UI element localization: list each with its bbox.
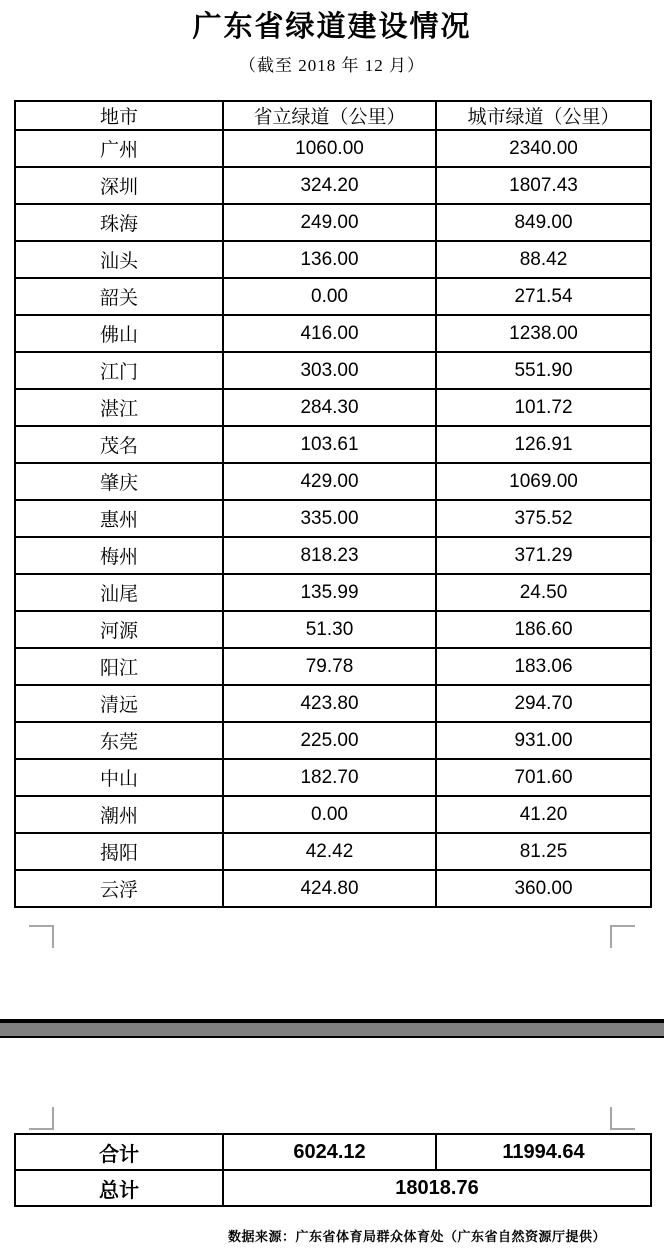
urban-value-cell: 126.91 — [436, 426, 651, 463]
table-row — [15, 426, 651, 463]
urban-value-cell: 186.60 — [436, 611, 651, 648]
city-cell: 深圳 — [15, 167, 223, 204]
provincial-value-cell: 249.00 — [223, 204, 436, 241]
provincial-value-cell: 429.00 — [223, 463, 436, 500]
city-cell: 肇庆 — [15, 463, 223, 500]
provincial-value-cell: 424.80 — [223, 870, 436, 907]
table-row — [15, 759, 651, 796]
table-row — [15, 241, 651, 278]
provincial-value-cell: 423.80 — [223, 685, 436, 722]
city-cell: 惠州 — [15, 500, 223, 537]
provincial-value-cell: 225.00 — [223, 722, 436, 759]
table-row — [15, 463, 651, 500]
provincial-value-cell: 182.70 — [223, 759, 436, 796]
provincial-value-cell: 303.00 — [223, 352, 436, 389]
page2-top-left-corner-mark — [29, 1107, 54, 1130]
page1-bottom-left-corner-mark — [29, 925, 54, 948]
total-value-cell: 18018.76 — [223, 1170, 651, 1206]
summary-table-body — [15, 1134, 651, 1206]
urban-value-cell: 1069.00 — [436, 463, 651, 500]
table-row — [15, 796, 651, 833]
city-cell: 湛江 — [15, 389, 223, 426]
city-cell: 珠海 — [15, 204, 223, 241]
city-cell: 江门 — [15, 352, 223, 389]
greenway-table-body — [15, 130, 651, 907]
city-cell: 阳江 — [15, 648, 223, 685]
urban-value-cell: 183.06 — [436, 648, 651, 685]
summary-table — [14, 1133, 652, 1207]
subtotal-provincial-cell: 6024.12 — [223, 1134, 436, 1170]
city-cell: 汕头 — [15, 241, 223, 278]
urban-value-cell: 81.25 — [436, 833, 651, 870]
greenway-table-head — [15, 101, 651, 130]
city-cell: 广州 — [15, 130, 223, 167]
subtotal-row — [15, 1134, 651, 1170]
header-city: 地市 — [15, 101, 223, 130]
table-row — [15, 870, 651, 907]
page2-top-right-corner-mark — [610, 1107, 635, 1130]
city-cell: 汕尾 — [15, 574, 223, 611]
table-row — [15, 500, 651, 537]
header-provincial-greenway: 省立绿道（公里） — [223, 101, 436, 130]
total-label-cell: 总计 — [15, 1170, 223, 1206]
table-row — [15, 611, 651, 648]
page1-bottom-right-corner-mark — [610, 925, 635, 948]
provincial-value-cell: 51.30 — [223, 611, 436, 648]
table-row — [15, 352, 651, 389]
urban-value-cell: 371.29 — [436, 537, 651, 574]
provincial-value-cell: 818.23 — [223, 537, 436, 574]
provincial-value-cell: 136.00 — [223, 241, 436, 278]
table-row — [15, 278, 651, 315]
provincial-value-cell: 42.42 — [223, 833, 436, 870]
subtotal-urban-cell: 11994.64 — [436, 1134, 651, 1170]
provincial-value-cell: 335.00 — [223, 500, 436, 537]
provincial-value-cell: 0.00 — [223, 796, 436, 833]
provincial-value-cell: 1060.00 — [223, 130, 436, 167]
urban-value-cell: 931.00 — [436, 722, 651, 759]
header-row — [15, 101, 651, 130]
urban-value-cell: 360.00 — [436, 870, 651, 907]
table-row — [15, 574, 651, 611]
header-urban-greenway: 城市绿道（公里） — [436, 101, 651, 130]
page-break-separator — [0, 1019, 664, 1038]
data-source-note: 数据来源：广东省体育局群众体育处（广东省自然资源厅提供） — [227, 1229, 606, 1244]
table-row — [15, 833, 651, 870]
city-cell: 清远 — [15, 685, 223, 722]
greenway-table — [14, 100, 652, 908]
urban-value-cell: 2340.00 — [436, 130, 651, 167]
urban-value-cell: 551.90 — [436, 352, 651, 389]
city-cell: 梅州 — [15, 537, 223, 574]
city-cell: 潮州 — [15, 796, 223, 833]
table-row — [15, 648, 651, 685]
total-row — [15, 1170, 651, 1206]
city-cell: 茂名 — [15, 426, 223, 463]
page-subtitle: （截至 2018 年 12 月） — [239, 56, 425, 75]
urban-value-cell: 849.00 — [436, 204, 651, 241]
city-cell: 河源 — [15, 611, 223, 648]
table-row — [15, 130, 651, 167]
urban-value-cell: 1238.00 — [436, 315, 651, 352]
urban-value-cell: 88.42 — [436, 241, 651, 278]
page-title: 广东省绿道建设情况 — [192, 11, 472, 43]
subtotal-label-cell: 合计 — [15, 1134, 223, 1170]
provincial-value-cell: 0.00 — [223, 278, 436, 315]
urban-value-cell: 701.60 — [436, 759, 651, 796]
table-row — [15, 167, 651, 204]
provincial-value-cell: 135.99 — [223, 574, 436, 611]
city-cell: 佛山 — [15, 315, 223, 352]
table-row — [15, 204, 651, 241]
city-cell: 云浮 — [15, 870, 223, 907]
city-cell: 东莞 — [15, 722, 223, 759]
provincial-value-cell: 103.61 — [223, 426, 436, 463]
table-row — [15, 685, 651, 722]
city-cell: 中山 — [15, 759, 223, 796]
urban-value-cell: 375.52 — [436, 500, 651, 537]
city-cell: 揭阳 — [15, 833, 223, 870]
table-row — [15, 315, 651, 352]
provincial-value-cell: 416.00 — [223, 315, 436, 352]
table-row — [15, 537, 651, 574]
urban-value-cell: 271.54 — [436, 278, 651, 315]
urban-value-cell: 24.50 — [436, 574, 651, 611]
urban-value-cell: 41.20 — [436, 796, 651, 833]
table-row — [15, 389, 651, 426]
provincial-value-cell: 284.30 — [223, 389, 436, 426]
urban-value-cell: 294.70 — [436, 685, 651, 722]
provincial-value-cell: 79.78 — [223, 648, 436, 685]
city-cell: 韶关 — [15, 278, 223, 315]
table-row — [15, 722, 651, 759]
urban-value-cell: 1807.43 — [436, 167, 651, 204]
urban-value-cell: 101.72 — [436, 389, 651, 426]
provincial-value-cell: 324.20 — [223, 167, 436, 204]
